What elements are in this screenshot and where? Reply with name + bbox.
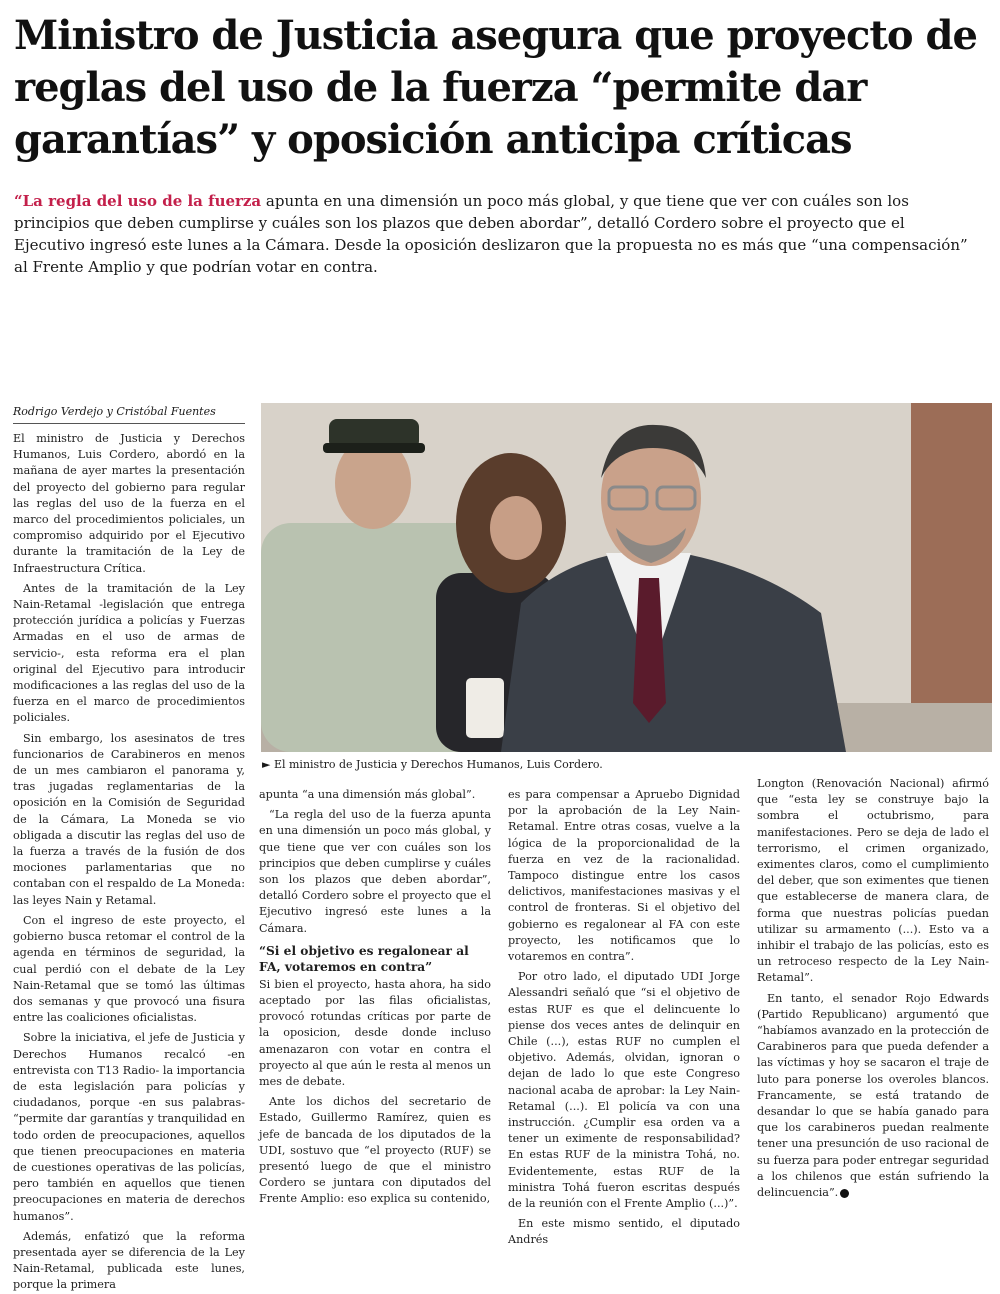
paragraph: Además, enfatizó que la reforma presentada ayer se diferencia de la Ley Nain-Retamal, publicada este lunes, porque la primera: [13, 1229, 245, 1292]
paragraph: Con el ingreso de este proyecto, el gobierno busca retomar el control de la agenda en términos de seguridad, la cual perdió con el debate de la Ley Nain-Retamal que se tomó las últimas dos semanas y que provocó una fisura entre las coaliciones oficialistas.: [13, 913, 245, 1025]
paragraph: En este mismo sentido, el diputado Andrés: [508, 1217, 740, 1247]
column-2: [259, 787, 491, 1206]
lead-text: apunta en una dimensión un poco más global, y que tiene que ver con cuáles son los principios que deben cumplirse y cuáles son los plazos que deben abordar”, detalló Cordero sobre el proyecto que el Ejecutivo ingresó este lunes a la Cámara. Desde la oposición deslizaron que la propuesta no es más que “una compensación” al Frente Amplio y que podrían votar en contra.: [14, 192, 968, 276]
paragraph: Sobre la iniciativa, el jefe de Justicia y Derechos Humanos recalcó -en entrevista con T13 Radio- la importancia de esta legislación para policías y ciudadanos, porque -en sus palabras- “permite dar garantías y tranquilidad en todo orden de preocupaciones, aquellos que tienen preocupaciones en materia de cuestiones operativas de las policías, pero también en aquellos que tienen preocupaciones en materia de derechos humanos”.: [13, 1031, 245, 1223]
paragraph: es para compensar a Apruebo Dignidad por la aprobación de la Ley Nain-Retamal. Entre otras cosas, vuelve a la lógica de la proporcionalidad de la fuerza en vez de la racionalidad. Tampoco distingue entre los casos delictivos, manifestaciones masivas y el control de fronteras. Si el objetivo del gobierno es regalonear al FA con este proyecto, les notificamos que lo votaremos en contra”.: [508, 788, 740, 964]
paragraph: Antes de la tramitación de la Ley Nain-Retamal -legislación que entrega protección jurídica a policías y Fuerzas Armadas en el uso de armas de servicio-, esta reforma era el plan original del Ejecutivo para introducir modificaciones a las reglas del uso de la fuerza en el marco de procedimientos policiales.: [13, 581, 245, 725]
paragraph: Longton (Renovación Nacional) afirmó que “esta ley se construye bajo la sombra el octubrismo, para manifestaciones. Pero se deja de lado el terrorismo, el crimen organizado, eximentes claros, como el cumplimiento del deber, que son eximentes que tienen que establecerse de manera clara, de forma que nuestras policías puedan utilizar su armamento (...). Esto va a inhibir el trabajo de las policías, esto es un retroceso respecto de la Ley Nain-Retamal”.: [757, 777, 989, 985]
column-4: [757, 776, 989, 1200]
column-3: [508, 787, 740, 1247]
lead-paragraph: [14, 190, 974, 278]
end-mark-icon: [840, 1189, 849, 1198]
byline: Rodrigo Verdejo y Cristóbal Fuentes: [13, 404, 245, 424]
photo-illustration: [261, 403, 992, 752]
paragraph: Ante los dichos del secretario de Estado, Guillermo Ramírez, quien es jefe de bancada de los diputados de la UDI, sostuvo que “el proyecto (RUF) se presentó luego de que el ministro Cordero se juntara con diputados del Frente Amplio: eso explica su contenido,: [259, 1095, 491, 1206]
paragraph: Por otro lado, el diputado UDI Jorge Alessandri señaló que “si el objetivo de estas RUF es que el delincuente lo piense dos veces antes de delinquir en Chile (...), estas RUF no cumplen el objetivo. Además, olvidan, ignoran o dejan de lado lo que este Congreso nacional acaba de aprobar: la Ley Nain-Retamal (...). El policía va con una instrucción. ¿Cumplir esa orden va a tener un eximente de responsabilidad? En estas RUF de la ministra Tohá, no. Evidentemente, estas RUF de la ministra Tohá fueron escritas después de la reunión con el Frente Amplio (...)”.: [508, 970, 740, 1211]
photo-caption: ► El ministro de Justicia y Derechos Humanos, Luis Cordero.: [262, 758, 603, 771]
paragraph: apunta “a una dimensión más global”.: [259, 788, 476, 801]
paragraph: El ministro de Justicia y Derechos Humanos, Luis Cordero, abordó en la mañana de ayer martes la presentación del proyecto del gobierno para regular las reglas del uso de la fuerza en el marco del procedimientos policiales, un compromiso adquirido por el Ejecutivo durante la tramitación de la Ley de Infraestructura Crítica.: [13, 432, 245, 575]
article-photo: [261, 403, 992, 752]
paragraph: Si bien el proyecto, hasta ahora, ha sido aceptado por las filas oficialistas, provocó rotundas críticas por parte de la oposicion, desde donde incluso amenazaron con votar en contra el proyecto al que aún le resta al menos un mes de debate.: [259, 977, 491, 1089]
lead-highlight: “La regla del uso de la fuerza: [14, 192, 262, 210]
headline: Ministro de Justicia asegura que proyecto de reglas del uso de la fuerza “permite dar garantías” y oposición anticipa críticas: [14, 12, 977, 163]
column-1: [13, 431, 245, 1292]
paragraph: “La regla del uso de la fuerza apunta en una dimensión un poco más global, y que tiene que ver con cuáles son los principios que deben cumplirse y cuáles son los plazos que deben abordar”, detalló Cordero sobre el proyecto que el Ejecutivo ingresó este lunes a la Cámara.: [259, 808, 491, 935]
paragraph: [757, 991, 989, 1202]
subheading: “Si el objetivo es regalonear al FA, votaremos en contra”: [259, 943, 469, 974]
paragraph: Sin embargo, los asesinatos de tres funcionarios de Carabineros en menos de un mes cambiaron el panorama y, tras jugadas reglamentarias de la oposición en la Comisión de Seguridad de la Cámara, La Moneda se vio obligada a discutir las reglas del uso de la fuerza a través de la fusión de dos mociones parlamentarias que no contaban con el respaldo de La Moneda: las leyes Nain y Retamal.: [13, 731, 245, 907]
paragraph-text: En tanto, el senador Rojo Edwards (Partido Republicano) argumentó que “habíamos avanzado en la protección de Carabineros para que pueda defender a las víctimas y hoy se sacaron el traje de luto para ponerse los overoles blancos. Francamente, se está tratando de desandar lo que se había ganado para que los carabineros puedan realmente tener una presunción de uso racional de su fuerza para poder entregar seguridad a los chilenos que están sufriendo la delincuencia”.: [757, 991, 989, 1200]
